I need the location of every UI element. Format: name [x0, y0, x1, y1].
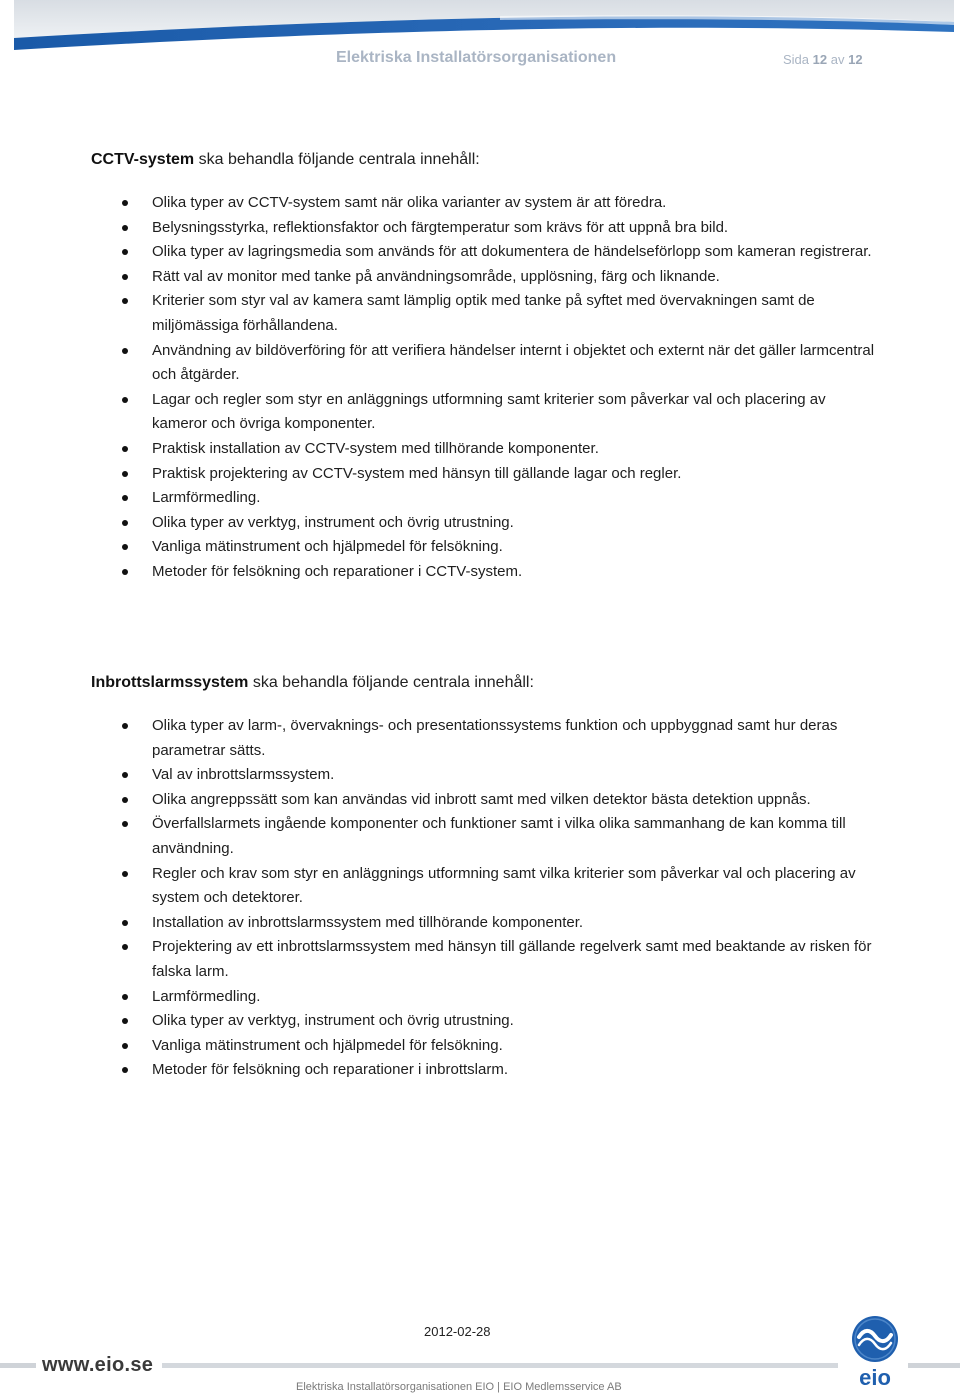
list-item-text: Metoder för felsökning och reparationer i inbrottslarm. [152, 1061, 509, 1079]
section-heading [91, 671, 881, 695]
list-item-text: Kriterier som styr val av kamera samt lämplig optik med tanke på syftet med övervakningen samt de miljömässiga förhållandena. [152, 292, 815, 334]
list-item-text: Regler och krav som styr en anläggnings utformning samt vilka kriterier som påverkar val och placering av system och detektorer. [152, 864, 856, 907]
list-item-text: Larmförmedling. [152, 489, 261, 507]
bullet-icon [122, 298, 128, 304]
bullet-icon [122, 944, 128, 950]
section-cctv [91, 148, 881, 585]
bullet-icon [122, 225, 128, 231]
list-item-text: Olika angreppssätt som kan användas vid inbrott samt med vilken detektor bästa detektion uppnås. [152, 790, 811, 808]
list-item-text: Vanliga mätinstrument och hjälpmedel för felsökning. [152, 1036, 503, 1054]
list-item [91, 788, 881, 813]
list-item [91, 535, 881, 560]
list-item-text: Olika typer av lagringsmedia som används för att dokumentera de händelseförlopp som kameran registrerar. [152, 243, 872, 261]
footer-organization-line: Elektriska Installatörsorganisationen EIO | EIO Medlemsservice AB [296, 1381, 622, 1393]
list-item [91, 862, 881, 911]
footer-website[interactable]: www.eio.se [42, 1354, 154, 1376]
list-item [91, 339, 881, 388]
list-item-text: Larmförmedling. [152, 987, 261, 1005]
list-item-text: Rätt val av monitor med tanke på användningsområde, upplösning, färg och liknande. [152, 267, 720, 285]
list-item-text: Olika typer av CCTV-system samt när olika varianter av system är att föredra. [152, 194, 667, 211]
list-item [91, 388, 881, 437]
list-item [91, 560, 881, 585]
bullet-icon [122, 274, 128, 280]
bullet-icon [122, 249, 128, 255]
list-item [91, 437, 881, 462]
bullet-icon [122, 1018, 128, 1024]
page-separator: av [830, 52, 845, 67]
header-organization: Elektriska Installatörsorganisationen [336, 49, 617, 66]
list-item [91, 714, 881, 763]
section-heading [91, 148, 881, 172]
list-item [91, 191, 881, 216]
bullet-icon [122, 994, 128, 1000]
list-item-text: Olika typer av larm-, övervaknings- och presentationssystems funktion och uppbyggnad samt hur deras parametrar sätts. [152, 717, 838, 759]
list-item [91, 763, 881, 788]
list-item-text: Överfallslarmets ingående komponenter och funktioner samt i vilka olika sammanhang de kan komma till användning. [152, 815, 846, 857]
list-item [91, 462, 881, 487]
page-total: 12 [848, 52, 863, 67]
section-heading-rest: ska behandla följande centrala innehåll: [248, 674, 534, 691]
list-item-text: Metoder för felsökning och reparationer i CCTV-system. [152, 562, 523, 580]
footer-date: 2012-02-28 [424, 1324, 491, 1339]
logo-text: eio [859, 1365, 891, 1389]
eio-logo-icon [848, 1315, 902, 1389]
section-heading-rest: ska behandla följande centrala innehåll: [194, 151, 480, 168]
bullet-icon [122, 723, 128, 729]
bullet-icon [122, 446, 128, 452]
bullet-icon [122, 920, 128, 926]
list-item [91, 289, 881, 338]
section-keyword: Inbrottslarmssystem [91, 674, 249, 691]
list-item-text: Olika typer av verktyg, instrument och övrig utrustning. [152, 1012, 514, 1030]
bullet-icon [122, 797, 128, 803]
list-item-text: Vanliga mätinstrument och hjälpmedel för felsökning. [152, 538, 503, 556]
list-item [91, 911, 881, 936]
bullet-icon [122, 348, 128, 354]
page-prefix: Sida [783, 52, 810, 67]
list-item [91, 1058, 881, 1083]
list-item-text: Belysningsstyrka, reflektionsfaktor och färgtemperatur som krävs för att uppnå bra bild. [152, 218, 729, 236]
bullet-icon [122, 871, 128, 877]
page-current: 12 [812, 52, 828, 67]
bullet-list [91, 714, 881, 1083]
list-item-text: Lagar och regler som styr en anläggnings utformning samt kriterier som påverkar val och placering av kameror och övriga komponenter. [152, 390, 826, 433]
page-counter [783, 52, 863, 67]
bullet-list [91, 191, 881, 585]
list-item-text: Olika typer av verktyg, instrument och övrig utrustning. [152, 513, 514, 531]
list-item-text: Praktisk installation av CCTV-system med tillhörande komponenter. [152, 439, 599, 457]
bullet-icon [122, 200, 128, 206]
bullet-icon [122, 520, 128, 526]
bullet-icon [122, 569, 128, 575]
bullet-icon [122, 1043, 128, 1049]
bullet-icon [122, 471, 128, 477]
list-item-text: Användning av bildöverföring för att verifiera händelser internt i objektet och externt när det gäller larmcentral och åtgärder. [152, 341, 875, 384]
list-item-text: Projektering av ett inbrottslarmssystem med hänsyn till gällande regelverk samt med beaktande av risken för falska larm. [152, 938, 872, 980]
list-item [91, 1034, 881, 1059]
bullet-icon [122, 821, 128, 827]
list-item [91, 486, 881, 511]
bullet-icon [122, 1067, 128, 1073]
list-item [91, 240, 881, 265]
list-item [91, 812, 881, 861]
list-item-text: Installation av inbrottslarmssystem med tillhörande komponenter. [152, 913, 584, 931]
list-item-text: Praktisk projektering av CCTV-system med hänsyn till gällande lagar och regler. [152, 464, 682, 482]
list-item [91, 935, 881, 984]
bullet-icon [122, 495, 128, 501]
list-item [91, 1009, 881, 1034]
bullet-icon [122, 544, 128, 550]
section-intrusion-alarm [91, 671, 881, 1083]
list-item [91, 511, 881, 536]
list-item-text: Val av inbrottslarmssystem. [152, 766, 335, 784]
bullet-icon [122, 772, 128, 778]
list-item [91, 985, 881, 1010]
list-item [91, 216, 881, 241]
bullet-icon [122, 397, 128, 403]
list-item [91, 265, 881, 290]
section-keyword: CCTV-system [91, 151, 195, 168]
